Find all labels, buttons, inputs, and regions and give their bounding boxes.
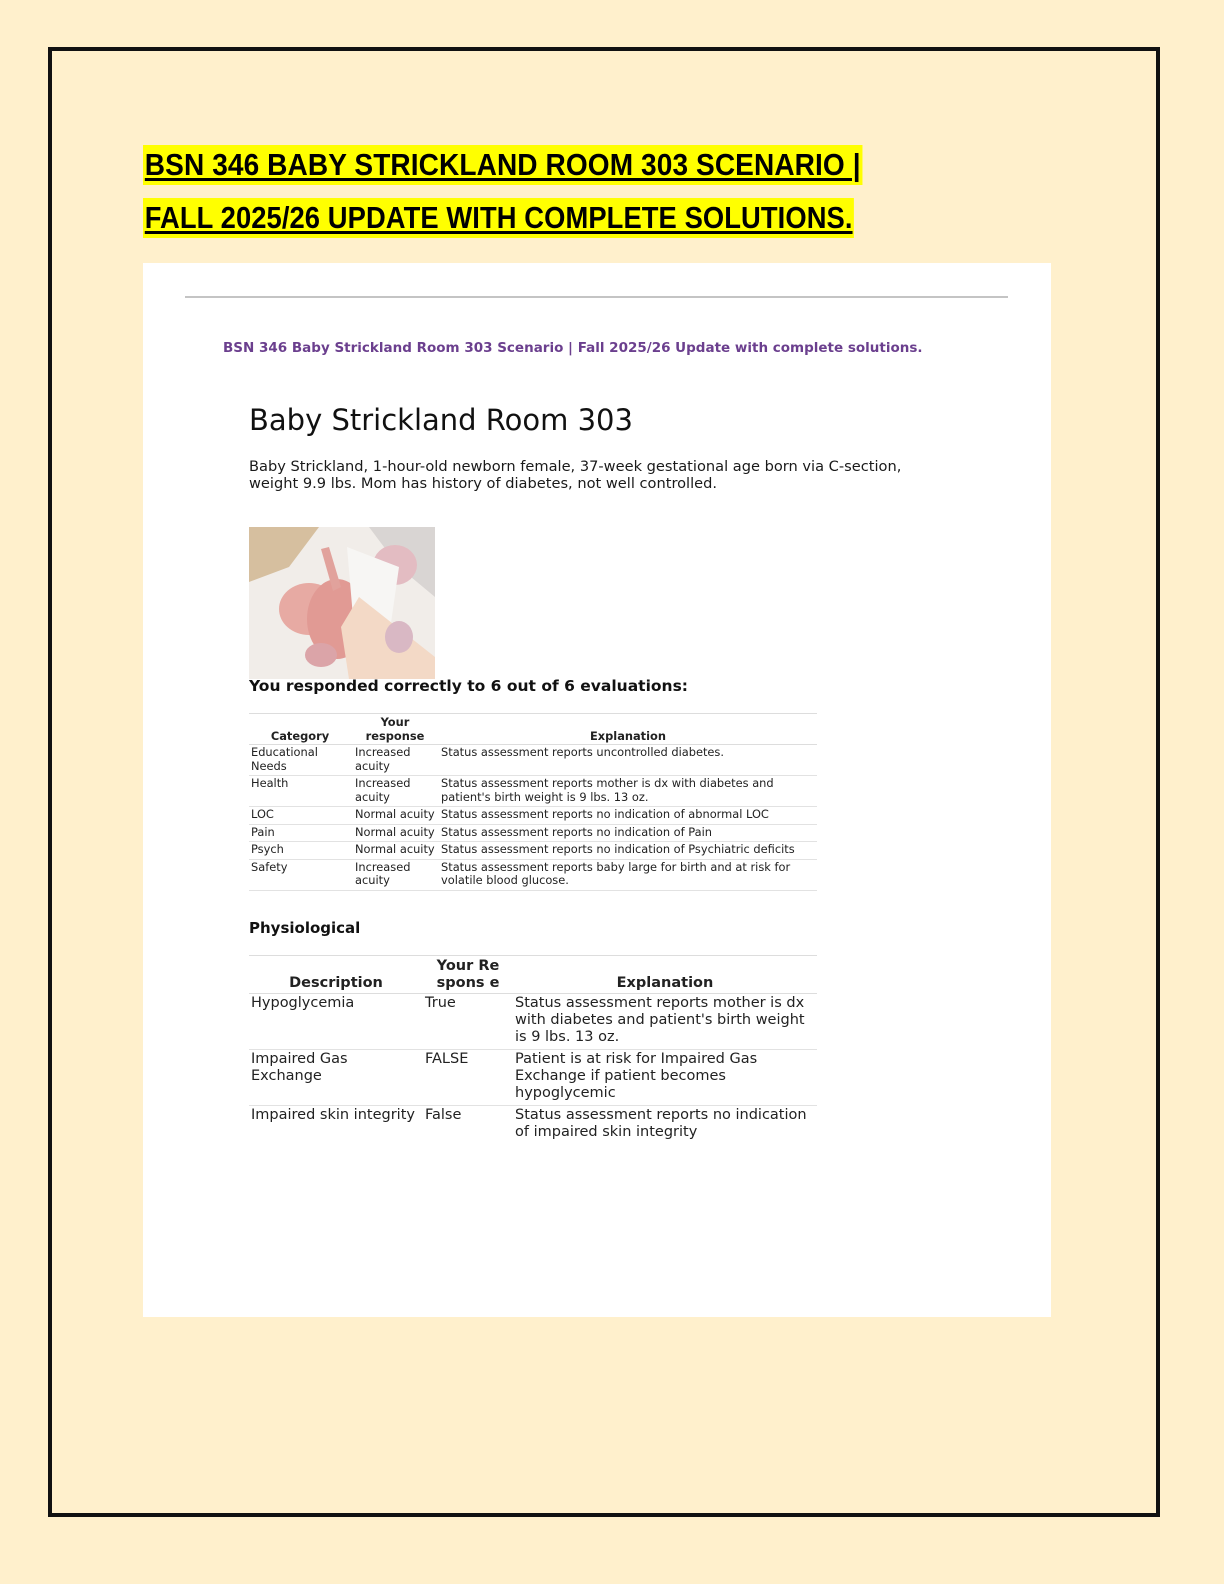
- column-header-explanation: Explanation: [513, 956, 817, 994]
- embedded-document-screenshot: [143, 263, 1051, 1317]
- category-cell: Pain: [249, 824, 351, 842]
- response-cell: Increased acuity: [351, 859, 439, 890]
- response-cell: Increased acuity: [351, 745, 439, 776]
- table-header-row: [249, 714, 817, 745]
- response-cell: Normal acuity: [351, 842, 439, 860]
- document-header: BSN 346 Baby Strickland Room 303 Scenario | Fall 2025/26 Update with complete solutions.: [223, 340, 923, 356]
- category-cell: Safety: [249, 859, 351, 890]
- explanation-cell: Status assessment reports no indication of impaired skin integrity: [515, 1107, 807, 1140]
- table-row: [249, 745, 817, 776]
- table-row: [249, 807, 817, 825]
- column-header-response: Your Respons e: [423, 956, 513, 994]
- table-row: [249, 776, 817, 807]
- category-cell: Psych: [249, 842, 351, 860]
- evaluations-table: [249, 713, 817, 891]
- explanation-cell: Status assessment reports no indication of Pain: [439, 824, 817, 842]
- response-cell: FALSE: [423, 1050, 513, 1106]
- horizontal-divider: [185, 296, 1008, 298]
- explanation-cell: Status assessment reports uncontrolled diabetes.: [439, 745, 817, 776]
- response-cell: Increased acuity: [351, 776, 439, 807]
- response-cell: Normal acuity: [351, 807, 439, 825]
- score-summary: You responded correctly to 6 out of 6 evaluations:: [249, 677, 688, 695]
- table-header-row: [249, 956, 817, 994]
- explanation-cell: Status assessment reports baby large for birth and at risk for volatile blood glucose.: [439, 859, 817, 890]
- table-row: [249, 1106, 817, 1145]
- column-header-response: Your response: [351, 714, 439, 745]
- column-header-explanation: Explanation: [439, 714, 817, 745]
- response-cell: False: [425, 1107, 462, 1123]
- explanation-cell: Status assessment reports no indication of abnormal LOC: [439, 807, 817, 825]
- column-header-description: Description: [249, 956, 423, 994]
- banner-title-line-2: FALL 2025/26 UPDATE WITH COMPLETE SOLUTIONS.: [143, 198, 854, 238]
- explanation-cell: Status assessment reports mother is dx with diabetes and patient's birth weight is 9 lbs. 13 oz.: [513, 994, 817, 1050]
- newborn-image-icon: [249, 527, 435, 679]
- explanation-cell: Patient is at risk for Impaired Gas Exchange if patient becomes hypoglycemic: [513, 1050, 817, 1106]
- banner-title-line-1: BSN 346 BABY STRICKLAND ROOM 303 SCENARIO |: [143, 145, 862, 185]
- physiological-heading: Physiological: [249, 919, 361, 937]
- table-row: [249, 842, 817, 860]
- table-row: [249, 824, 817, 842]
- description-cell: Impaired Gas Exchange: [249, 1050, 423, 1106]
- table-row: [249, 1050, 817, 1106]
- explanation-cell: Status assessment reports mother is dx with diabetes and patient's birth weight is 9 lbs. 13 oz.: [439, 776, 817, 807]
- category-cell: Health: [249, 776, 351, 807]
- category-cell: Educational Needs: [249, 745, 351, 776]
- description-cell: Impaired skin integrity: [251, 1107, 415, 1123]
- table-row: [249, 994, 817, 1050]
- patient-intro: Baby Strickland, 1-hour-old newborn female, 37-week gestational age born via C-section, weight 9.9 lbs. Mom has history of diabetes, not well controlled.: [249, 458, 902, 492]
- page-title: Baby Strickland Room 303: [249, 403, 633, 437]
- description-cell: Hypoglycemia: [249, 994, 423, 1050]
- explanation-cell: Status assessment reports no indication of Psychiatric deficits: [439, 842, 817, 860]
- response-cell: True: [423, 994, 513, 1050]
- newborn-photo: [249, 527, 435, 679]
- response-cell: Normal acuity: [351, 824, 439, 842]
- physiological-table: [249, 955, 817, 1144]
- table-row: [249, 859, 817, 890]
- category-cell: LOC: [249, 807, 351, 825]
- column-header-category: Category: [249, 714, 351, 745]
